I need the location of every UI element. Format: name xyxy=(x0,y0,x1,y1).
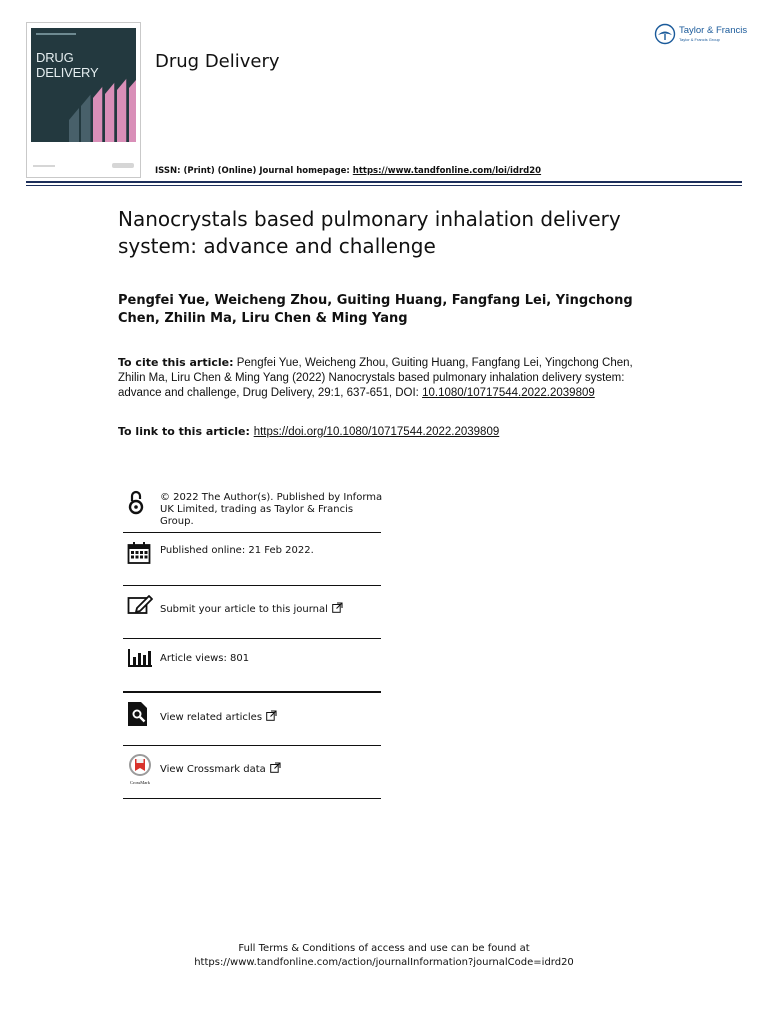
external-link-icon xyxy=(270,762,281,773)
crossmark-link[interactable] xyxy=(160,762,281,776)
crossmark-icon xyxy=(127,754,153,776)
crossmark-row[interactable] xyxy=(123,746,381,799)
submit-article-row[interactable] xyxy=(123,586,381,639)
publisher-subname: Taylor & Francis Group xyxy=(679,37,720,42)
terms-footer xyxy=(0,942,768,970)
link-label: To link to this article: xyxy=(118,425,254,438)
bar-chart-icon xyxy=(127,648,153,668)
link-block xyxy=(118,425,678,438)
published-date-text: Published online: 21 Feb 2022. xyxy=(160,545,314,556)
external-link-icon xyxy=(266,710,277,721)
article-title: Nanocrystals based pulmonary inhalation delivery system: advance and challenge xyxy=(118,207,621,258)
cover-title-line1: DRUG xyxy=(36,50,74,65)
search-document-icon xyxy=(127,701,149,727)
publisher-logo-icon xyxy=(654,22,676,46)
crossmark-label: View Crossmark data xyxy=(160,764,266,775)
header-rule xyxy=(26,181,742,183)
cite-label: To cite this article: xyxy=(118,356,234,369)
related-articles-link[interactable] xyxy=(160,710,277,724)
article-views-row xyxy=(123,639,381,693)
open-access-text: © 2022 The Author(s). Published by Informa UK Limited, trading as Taylor & Francis Group. xyxy=(160,492,383,527)
citation-block xyxy=(118,355,638,401)
issn-line xyxy=(155,166,541,176)
related-articles-label: View related articles xyxy=(160,712,263,723)
submit-article-link[interactable] xyxy=(160,602,343,616)
cover-stripes-graphic xyxy=(31,28,136,142)
journal-title: Drug Delivery xyxy=(155,51,280,72)
cover-title-line2: DELIVERY xyxy=(36,65,99,80)
crossmark-logo-text: CrossMark xyxy=(130,780,150,785)
issn-text: ISSN: (Print) (Online) Journal homepage: xyxy=(155,166,353,176)
article-info-list xyxy=(123,484,381,799)
submit-article-label: Submit your article to this journal xyxy=(160,604,328,615)
article-authors: Pengfei Yue, Weicheng Zhou, Guiting Huang, Fangfang Lei, Yingchong Chen, Zhilin Ma, Liru Chen & Ming Yang xyxy=(118,293,633,326)
published-row xyxy=(123,533,381,586)
open-access-icon xyxy=(127,489,145,515)
cite-text: Pengfei Yue, Weicheng Zhou, Guiting Huang, Fangfang Lei, Yingchong Chen, Zhilin Ma, Liru Chen & Ming Yang (2022) Nanocrystals based pulmonary inhalation delivery system: advance and challenge, Drug Delivery, 29:1, 637-651, DOI: xyxy=(118,357,633,399)
journal-cover xyxy=(26,22,141,178)
terms-line: Full Terms & Conditions of access and use can be found at xyxy=(238,943,530,954)
external-link-icon xyxy=(332,602,343,613)
edit-document-icon xyxy=(127,594,153,616)
related-articles-row[interactable] xyxy=(123,693,381,746)
header-rule-thin xyxy=(26,185,742,186)
article-views-text: Article views: 801 xyxy=(160,653,250,664)
publisher-name: Taylor & Francis xyxy=(679,25,748,36)
journal-homepage-link[interactable]: https://www.tandfonline.com/loi/idrd20 xyxy=(352,166,542,176)
terms-url[interactable]: https://www.tandfonline.com/action/journalInformation?journalCode=idrd20 xyxy=(194,957,574,968)
cover-artwork xyxy=(31,28,136,142)
cover-footer xyxy=(31,163,136,169)
crossmark-logo xyxy=(127,754,153,785)
calendar-icon xyxy=(127,541,151,565)
open-access-row xyxy=(123,484,381,533)
cite-doi-link[interactable]: 10.1080/10717544.2022.2039809 xyxy=(422,387,595,399)
article-doi-link[interactable]: https://doi.org/10.1080/10717544.2022.2039809 xyxy=(253,426,500,438)
